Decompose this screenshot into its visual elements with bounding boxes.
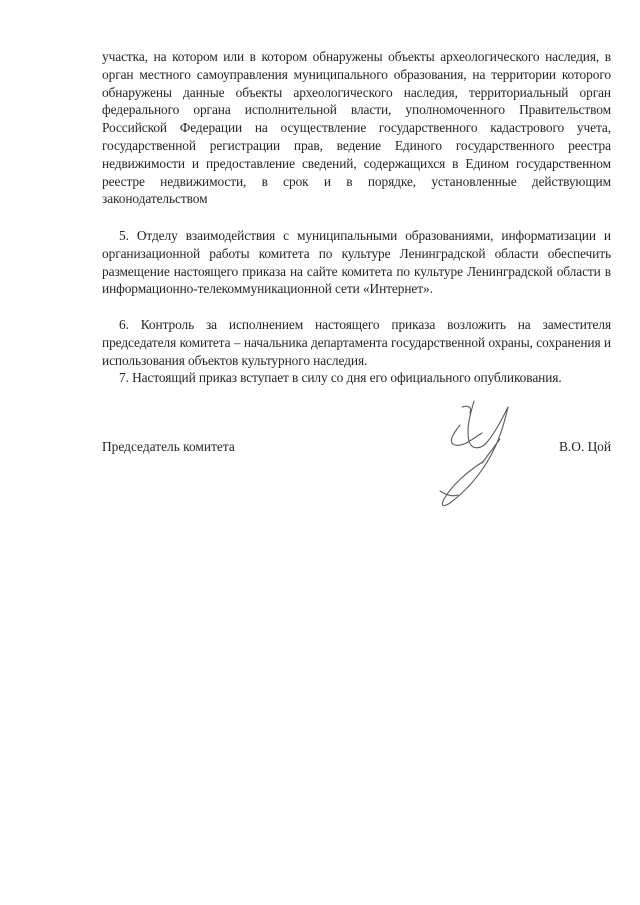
item-number: 6.: [119, 317, 129, 332]
handwritten-signature: [422, 395, 537, 515]
item-text: Настоящий приказ вступает в силу со дня его официального опубликования.: [132, 370, 562, 385]
paragraph-item-5-body: [102, 227, 611, 298]
item-text: Отделу взаимодействия с муниципальными образованиями, информатизации и организационной работы комитета по культуре Ленинградской области обеспечить размещение настоящего приказа на сайте комитета по культуре Ленинградской области в информационно-телекоммуникационной сети «Интернет».: [102, 228, 611, 297]
item-number: 7.: [119, 370, 129, 385]
paragraph-item-7-body: [102, 369, 611, 387]
item-number: 5.: [119, 228, 129, 243]
item-text: Контроль за исполнением настоящего приказа возложить на заместителя председателя комитета – начальника департамента государственной охраны, сохранения и использования объектов культурного наследия.: [102, 317, 612, 368]
signatory-name: В.О. Цой: [559, 439, 611, 454]
paragraph-item-5: [102, 227, 611, 298]
paragraph-item-6: [102, 316, 611, 369]
signatory-title: Председатель комитета: [102, 439, 235, 454]
paragraph-item-6-body: [102, 316, 611, 369]
paragraph-continuation-text: участка, на котором или в котором обнаружены объекты археологического наследия, в орган местного самоуправления муниципального образования, на территории которого обнаружены данные объекты археологического наследия, территориальный орган федерального органа исполнительной власти, уполномоченного Правительством Российской Федерации на осуществление государственного кадастрового учета, государственной регистрации прав, ведение Единого государственного реестра недвижимости и предоставление сведений, содержащихся в Едином государственном реестре недвижимости, в срок и в порядке, установленные действующим законодательством: [102, 49, 611, 207]
paragraph-item-7: [102, 369, 611, 387]
paragraph-continuation: [102, 48, 611, 208]
